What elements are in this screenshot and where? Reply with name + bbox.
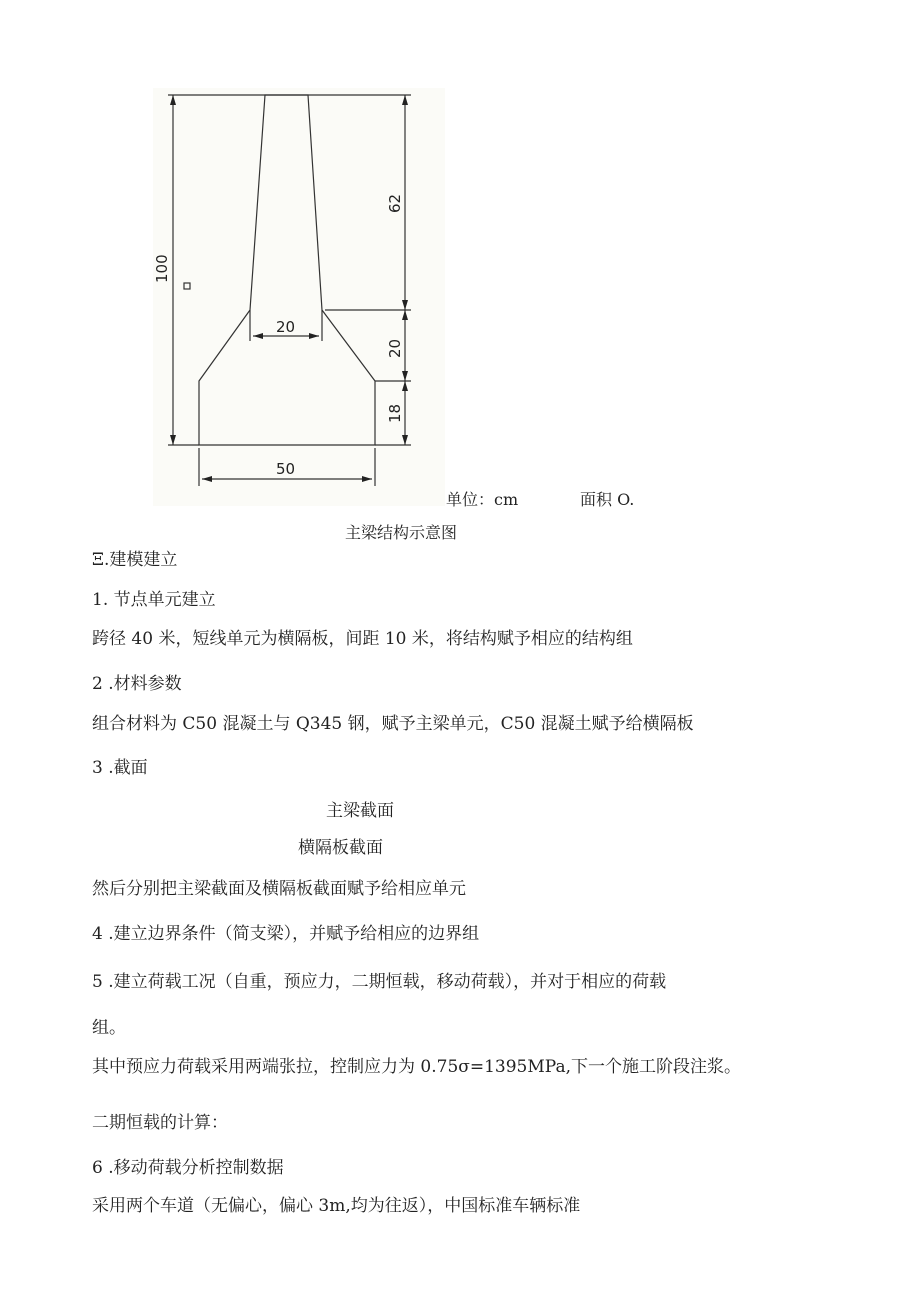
item6-text: 采用两个车道（无偏心，偏心 3m,均为往返），中国标准车辆标准 — [92, 1196, 581, 1216]
item4-title: 4 .建立边界条件（简支梁），并赋予给相应的边界组 — [92, 924, 480, 944]
section-title: Ξ.建模建立 — [92, 550, 178, 570]
item3-title: 3 .截面 — [92, 758, 148, 778]
diaphragm-section-label: 横隔板截面 — [298, 838, 383, 858]
dim-web-width: 20 — [276, 318, 296, 336]
unit-label: 单位：cm — [446, 490, 519, 509]
main-girder-section-label: 主梁截面 — [326, 801, 394, 821]
item5-continuation: 组。 — [92, 1018, 126, 1038]
dim-haunch-height: 20 — [386, 338, 404, 358]
dead-load-title: 二期恒载的计算： — [92, 1113, 228, 1133]
figure-caption: 主梁结构示意图 — [345, 523, 458, 542]
item3-text: 然后分别把主梁截面及横隔板截面赋予给相应单元 — [92, 879, 466, 899]
item5-title: 5 .建立荷载工况（自重，预应力，二期恒载，移动荷载），并对于相应的荷载 — [92, 972, 667, 992]
dim-bottom-width: 50 — [276, 460, 296, 478]
girder-section-figure — [153, 88, 445, 506]
item2-text: 组合材料为 C50 混凝土与 Q345 钢，赋予主梁单元，C50 混凝土赋予给横隔板 — [92, 714, 694, 734]
dim-bulb-height: 18 — [386, 403, 404, 423]
item1-title: 1. 节点单元建立 — [92, 590, 216, 610]
item5-text: 其中预应力荷载采用两端张拉，控制应力为 0.75σ=1395MPa,下一个施工阶段注浆。 — [92, 1057, 741, 1077]
girder-section-drawing — [153, 88, 445, 506]
item6-title: 6 .移动荷载分析控制数据 — [92, 1158, 284, 1178]
item2-title: 2 .材料参数 — [92, 674, 182, 694]
area-label: 面积 O. — [580, 490, 635, 509]
section-outline — [199, 95, 375, 445]
item1-text: 跨径 40 米，短线单元为横隔板，间距 10 米，将结构赋予相应的结构组 — [92, 629, 633, 649]
dim-web-height: 62 — [386, 193, 404, 213]
dim-total-height: 100 — [153, 254, 171, 283]
